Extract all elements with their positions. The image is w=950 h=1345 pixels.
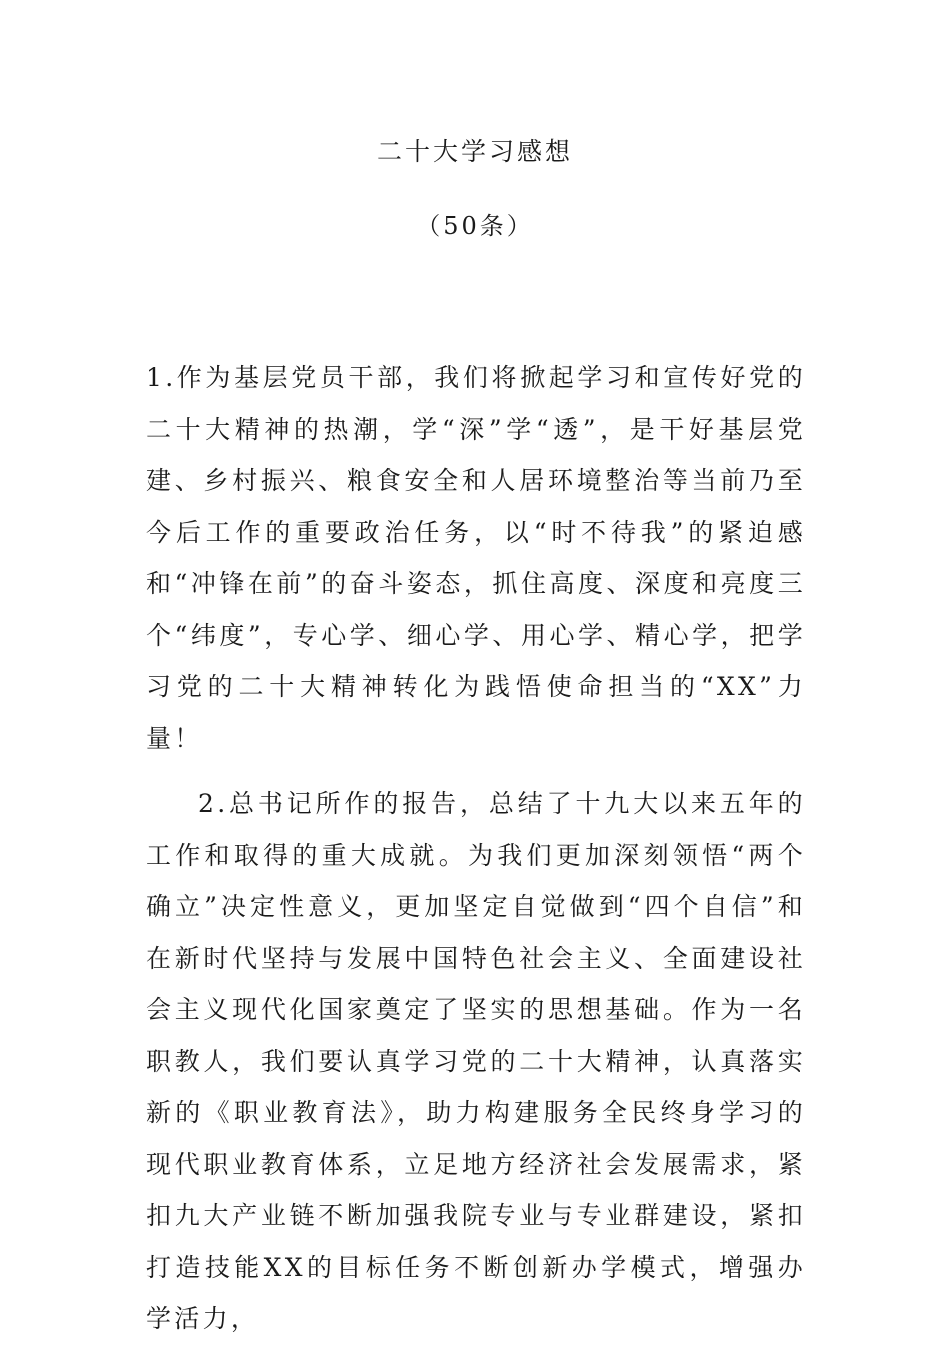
document-title: 二十大学习感想 — [376, 137, 573, 166]
document-body — [146, 352, 806, 1345]
paragraph-2: 2.总书记所作的报告，总结了十九大以来五年的工作和取得的重大成就。为我们更加深刻领悟“两个确立”决定性意义，更加坚定自觉做到“四个自信”和在新时代坚持与发展中国特色社会主义、全面建设社会主义现代化国家奠定了坚实的思想基础。作为一名职教人，我们要认真学习党的二十大精神，认真落实新的《职业教育法》，助力构建服务全民终身学习的现代职业教育体系，立足地方经济社会发展需求，紧扣九大产业链不断加强我院专业与专业群建设，紧扣打造技能XX的目标任务不断创新办学模式，增强办学活力， — [146, 789, 806, 1333]
document-subtitle: （50条） — [416, 212, 534, 240]
paragraph-1: 1.作为基层党员干部，我们将掀起学习和宣传好党的二十大精神的热潮，学“深”学“透”，是干好基层党建、乡村振兴、粮食安全和人居环境整治等当前乃至今后工作的重要政治任务，以“时不待我”的紧迫感和“冲锋在前”的奋斗姿态，抓住高度、深度和亮度三个“纬度”，专心学、细心学、用心学、精心学，把学习党的二十大精神转化为践悟使命担当的“XX”力量！ — [146, 363, 806, 753]
